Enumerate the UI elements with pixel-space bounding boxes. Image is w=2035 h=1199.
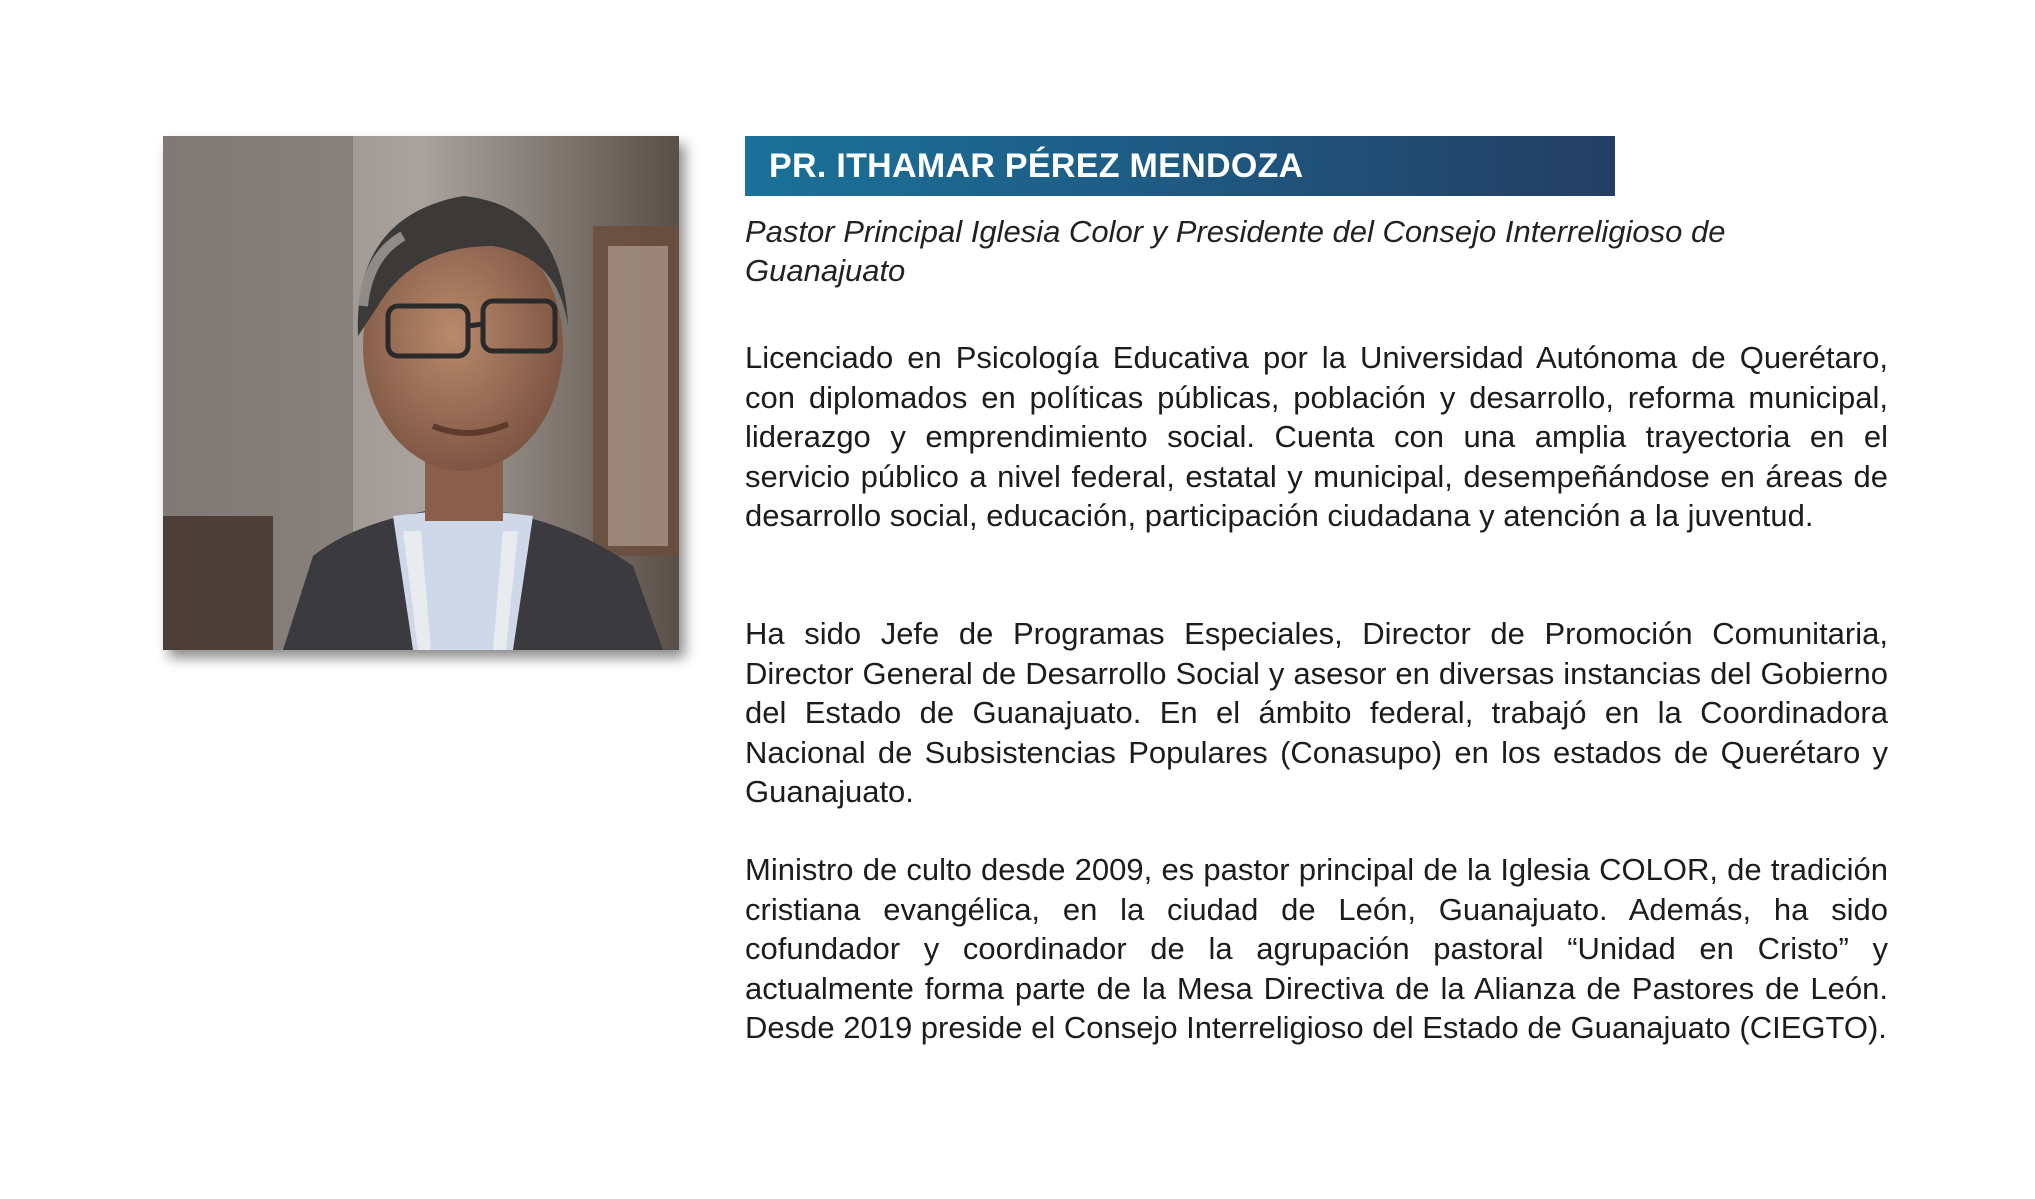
profile-photo (163, 136, 679, 650)
profile-title: Pastor Principal Iglesia Color y Presidente del Consejo Interreligioso de Guanajuato (745, 214, 1726, 288)
bio-paragraph-3: Ministro de culto desde 2009, es pastor principal de la Iglesia COLOR, de tradición cristiana evangélica, en la ciudad de León, Guanajuato. Además, ha sido cofundador y coordinador de la agrupación pastoral “Unidad en Cristo” y actualmente forma parte de la Mesa Directiva de la Alianza de Pastores de León. Desde 2019 preside el Consejo Interreligioso del Estado de Guanajuato (CIEGTO). (745, 852, 1888, 1045)
profile-name: PR. ITHAMAR PÉREZ MENDOZA (769, 146, 1304, 185)
name-banner (745, 136, 1615, 196)
bio-paragraph-2: Ha sido Jefe de Programas Especiales, Director de Promoción Comunitaria, Director General de Desarrollo Social y asesor en diversas instancias del Gobierno del Estado de Guanajuato. En el ámbito federal, trabajó en la Coordinadora Nacional de Subsistencias Populares (Conasupo) en los estados de Querétaro y Guanajuato. (745, 616, 1888, 809)
bio-paragraph-1: Licenciado en Psicología Educativa por la Universidad Autónoma de Querétaro, con diplomados en políticas públicas, población y desarrollo, reforma municipal, liderazgo y emprendimiento social. Cuenta con una amplia trayectoria en el servicio público a nivel federal, estatal y municipal, desempeñándose en áreas de desarrollo social, educación, participación ciudadana y atención a la juventud. (745, 340, 1888, 533)
